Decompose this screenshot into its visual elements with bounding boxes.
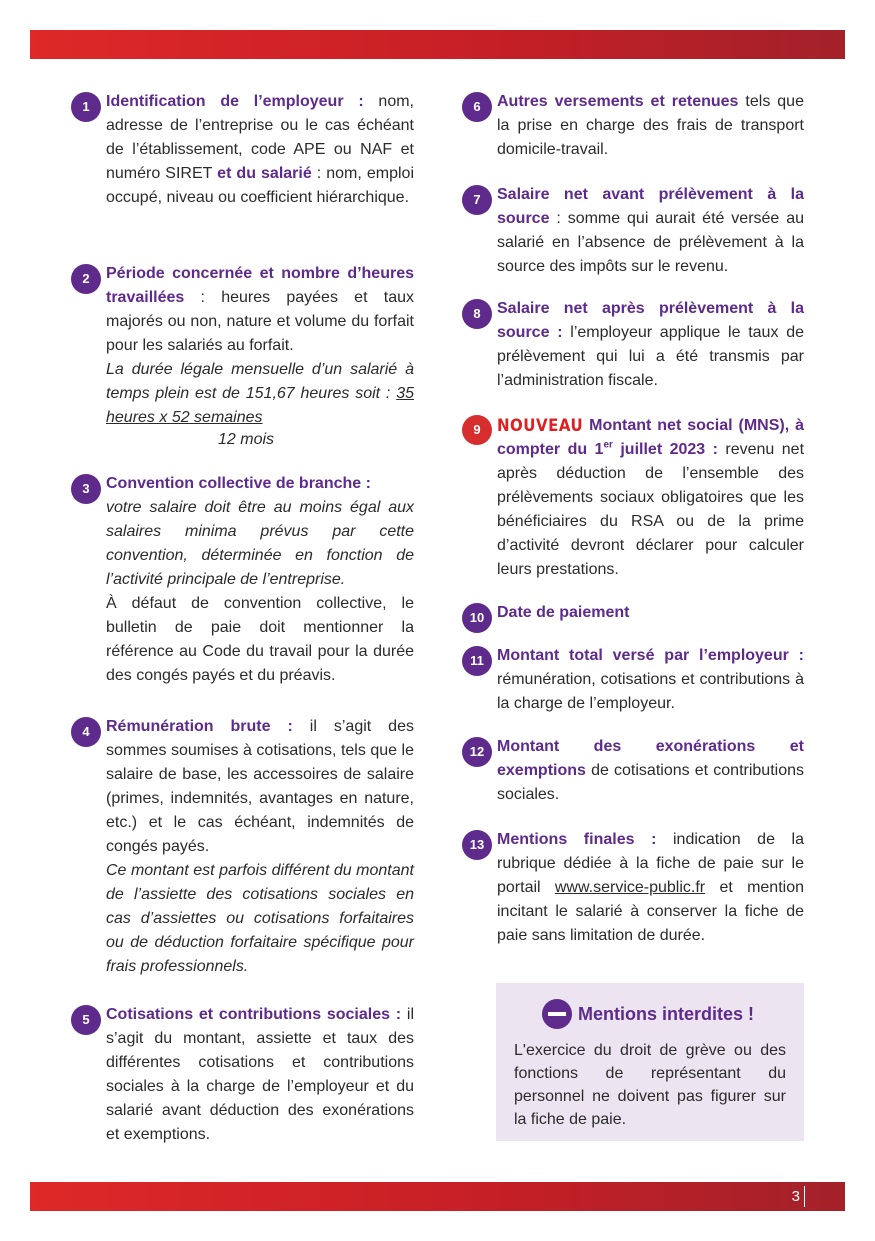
item-number-badge: 3 [71, 474, 101, 504]
item-heading-end: juillet 2023 : [620, 441, 718, 458]
item-text: revenu net après déduction de l’ensemble des prélèvements sociaux obligatoires que les bénéficiaires du RSA ou de la prime d’activité devront déclarer pour calculer leurs prestations. [497, 441, 805, 578]
item-text: : somme qui aurait été versée au salarié en l’absence de prélèvement à la source des impôts sur le revenu. [497, 210, 804, 275]
item-number-badge: 1 [71, 92, 101, 122]
item-7 [473, 183, 804, 279]
prohibited-mentions-box [496, 983, 804, 1141]
item-13 [469, 828, 805, 948]
item-heading: Période concernée et nombre d’heures travaillées [106, 265, 414, 306]
item-11 [470, 644, 804, 716]
item-9 [473, 413, 805, 582]
item-6 [473, 90, 804, 162]
item-text: À défaut de convention collective, le bulletin de paie doit mentionner la référence au Code du travail pour la durée des congés payés et du préavis. [106, 595, 414, 684]
item-heading: Salaire net avant prélèvement à la source [497, 186, 804, 227]
footer-bar [30, 1182, 845, 1211]
item-2 [82, 262, 414, 450]
item-heading: Montant total versé par l’employeur : [497, 647, 804, 664]
item-heading: Rémunération brute : [106, 718, 293, 735]
item-note: Ce montant est parfois différent du montant de l’assiette des cotisations sociales en cas d’assiettes ou cotisations forfaitaires ou de déduction forfaitaire spécifique pour frais professionnels. [106, 862, 414, 975]
item-number-badge: 5 [71, 1005, 101, 1035]
prohibited-mentions-title-text: Mentions interdites ! [578, 1004, 755, 1024]
item-1 [82, 90, 415, 210]
formula-numerator: 35 heures x 52 semaines [106, 385, 414, 426]
item-number-badge: 10 [462, 603, 492, 633]
item-8 [473, 297, 804, 393]
item-heading: Convention collective de branche : [106, 475, 371, 492]
item-number-badge: 2 [71, 264, 101, 294]
item-text: : heures payées et taux majorés ou non, nature et volume du forfait pour les salariés au forfait. [106, 289, 414, 354]
item-heading: Mentions finales : [497, 831, 657, 848]
no-entry-icon [542, 999, 572, 1029]
item-text: il s’agit du montant, assiette et taux des différentes cotisations et contributions sociales à la charge de l’employeur et du salarié avant déduction des exonérations et exemptions. [106, 1006, 414, 1143]
item-text: l’employeur applique le taux de prélèvement qui lui a été transmis par l’administration fiscale. [497, 324, 804, 389]
item-note: votre salaire doit être au moins égal aux salaires minima prévus par cette convention, déterminée en fonction de l’activité principale de l’entreprise. [106, 499, 414, 588]
item-heading-text: Montant net social (MNS), à compter du 1 [497, 417, 804, 458]
item-number-badge: 8 [462, 299, 492, 329]
item-number-badge: 12 [462, 737, 492, 767]
item-number-badge: 6 [462, 92, 492, 122]
prohibited-mentions-title [542, 999, 754, 1029]
item-number-badge: 13 [462, 830, 492, 860]
new-badge: NOUVEAU [497, 414, 584, 436]
formula-denominator: 12 mois [218, 431, 275, 448]
item-12 [469, 735, 804, 807]
item-number-badge: 9 [462, 415, 492, 445]
prohibited-mentions-text: L'exercice du droit de grève ou des fonctions de représentant du personnel ne doivent pas figurer sur la fiche de paie. [514, 1042, 786, 1128]
item-5 [82, 1003, 414, 1147]
item-text: de cotisations et contributions sociales. [497, 762, 804, 803]
item-heading: Cotisations et contributions sociales : [106, 1006, 402, 1023]
item-heading: Salaire net après prélèvement à la source : [497, 300, 804, 341]
item-text: indication de la rubrique dédiée à la fiche de paie sur le portail [497, 831, 805, 896]
item-10 [469, 601, 804, 625]
superscript: er [603, 439, 613, 451]
item-number-badge: 7 [462, 185, 492, 215]
item-text-secondary: : nom, emploi occupé, niveau ou coefficient hiérarchique. [106, 165, 415, 206]
item-heading: Date de paiement [497, 604, 630, 621]
item-note-text: La durée légale mensuelle d’un salarié à temps plein est de 151,67 heures soit : [106, 361, 414, 402]
service-public-link[interactable]: www.service-public.fr [554, 879, 706, 896]
item-text-secondary: et mention incitant le salarié à conserver la fiche de paie sans limitation de durée. [497, 879, 804, 944]
item-number-badge: 11 [462, 646, 492, 676]
item-text: nom, adresse de l’entreprise ou le cas échéant de l’établissement, code APE ou NAF et numéro SIRET [106, 93, 414, 182]
item-note [106, 358, 414, 430]
item-heading: Identification de l’employeur : [106, 93, 364, 110]
item-heading: Montant des exonérations et exemptions [497, 738, 804, 779]
item-number-badge: 4 [71, 717, 101, 747]
item-text: il s’agit des sommes soumises à cotisations, tels que le salaire de base, les accessoires de salaire (primes, indemnités, avantages en nature, etc.) et le cas échéant, indemnités de congés payés. [106, 718, 414, 855]
item-heading: Autres versements et retenues [497, 93, 739, 110]
item-3 [82, 472, 414, 688]
item-text: tels que la prise en charge des frais de transport domicile-travail. [497, 93, 804, 158]
header-bar [30, 30, 845, 59]
page-number: 3 [792, 1186, 805, 1207]
item-text: rémunération, cotisations et contributions à la charge de l’employeur. [497, 671, 804, 712]
item-4 [82, 715, 414, 979]
item-heading-secondary: et du salarié [217, 165, 312, 182]
